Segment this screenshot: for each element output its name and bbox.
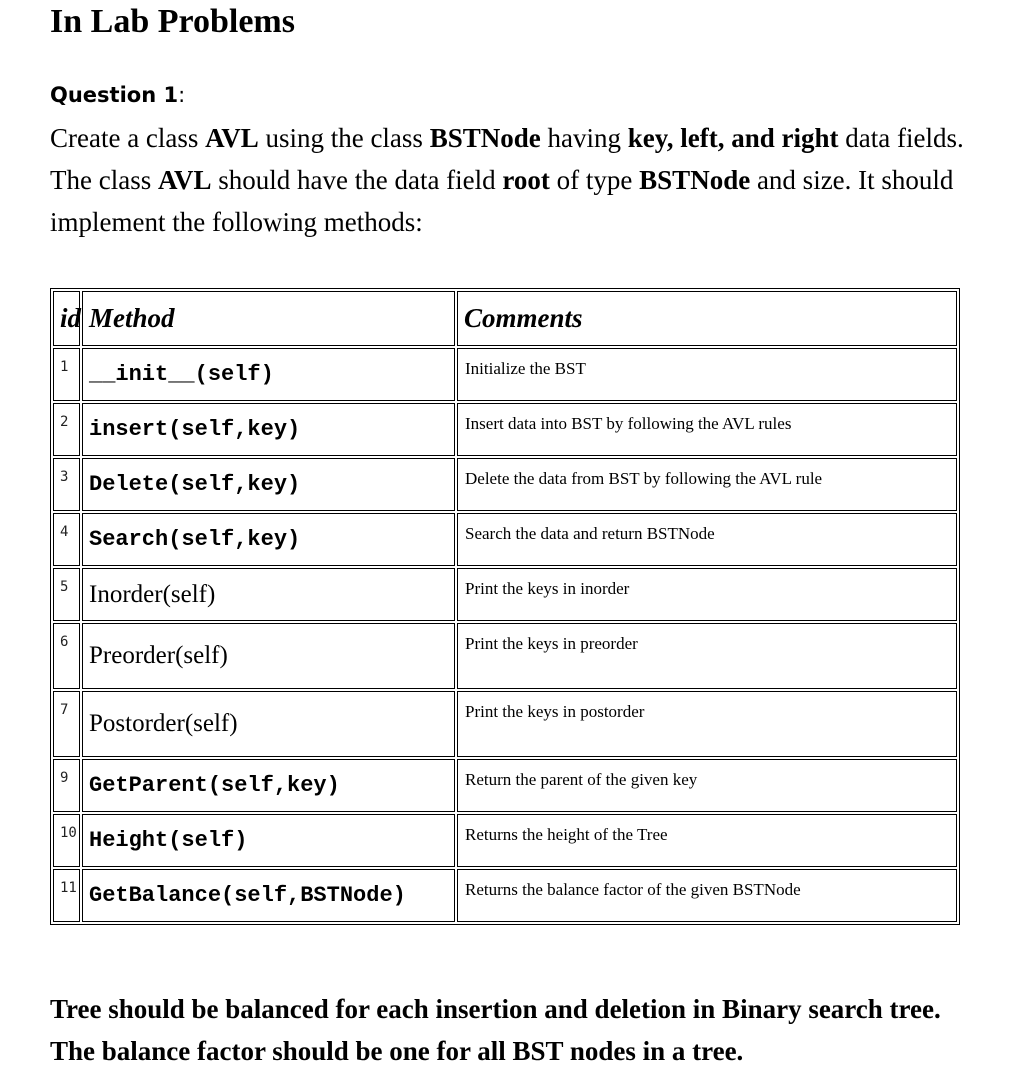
intro-bold-term: BSTNode bbox=[639, 165, 751, 195]
intro-text: of type bbox=[549, 165, 640, 195]
intro-text: using the class bbox=[258, 123, 430, 153]
intro-bold-term: root bbox=[502, 165, 550, 195]
table-row bbox=[53, 869, 957, 922]
question-description bbox=[50, 117, 990, 243]
row-comment: Returns the balance factor of the given BSTNode bbox=[457, 869, 957, 922]
closing-note: Tree should be balanced for each insertion and deletion in Binary search tree. The balance factor should be one for all BST nodes in a tree. bbox=[50, 994, 941, 1066]
table-row bbox=[53, 348, 957, 401]
header-method: Method bbox=[82, 291, 455, 346]
row-id: 11 bbox=[53, 869, 80, 922]
intro-text: and size. It should implement the following methods: bbox=[50, 165, 954, 237]
table-row bbox=[53, 458, 957, 511]
table-row bbox=[53, 568, 957, 621]
intro-bold-term: BSTNode bbox=[429, 123, 541, 153]
row-comment: Returns the height of the Tree bbox=[457, 814, 957, 867]
table-header-row bbox=[53, 291, 957, 346]
intro-bold-term: key, left, and right bbox=[627, 123, 839, 153]
row-id: 5 bbox=[53, 568, 80, 621]
row-id: 9 bbox=[53, 759, 80, 812]
intro-text: data fields. The class bbox=[50, 123, 964, 195]
row-id: 2 bbox=[53, 403, 80, 456]
row-method: Postorder(self) bbox=[82, 691, 455, 757]
table-row bbox=[53, 623, 957, 689]
intro-text: Create a class bbox=[50, 123, 206, 153]
row-comment: Initialize the BST bbox=[457, 348, 957, 401]
question-label bbox=[50, 81, 185, 109]
row-comment: Print the keys in inorder bbox=[457, 568, 957, 621]
row-method: GetBalance(self,BSTNode) bbox=[82, 869, 455, 922]
intro-bold-term: AVL bbox=[205, 123, 259, 153]
table-row bbox=[53, 759, 957, 812]
row-method: GetParent(self,key) bbox=[82, 759, 455, 812]
row-method: insert(self,key) bbox=[82, 403, 455, 456]
row-comment: Insert data into BST by following the AVL rules bbox=[457, 403, 957, 456]
intro-text: should have the data field bbox=[211, 165, 503, 195]
page-heading: In Lab Problems bbox=[50, 3, 295, 40]
table-row bbox=[53, 403, 957, 456]
row-method: Preorder(self) bbox=[82, 623, 455, 689]
table-row bbox=[53, 691, 957, 757]
question-number: Question 1 bbox=[50, 83, 179, 107]
table-row bbox=[53, 814, 957, 867]
methods-table bbox=[50, 288, 960, 925]
row-id: 3 bbox=[53, 458, 80, 511]
row-method: __init__(self) bbox=[82, 348, 455, 401]
row-method: Height(self) bbox=[82, 814, 455, 867]
header-comments: Comments bbox=[457, 291, 957, 346]
row-comment: Print the keys in preorder bbox=[457, 623, 957, 689]
row-id: 1 bbox=[53, 348, 80, 401]
row-id: 4 bbox=[53, 513, 80, 566]
row-method: Inorder(self) bbox=[82, 568, 455, 621]
row-id: 10 bbox=[53, 814, 80, 867]
intro-text: having bbox=[540, 123, 628, 153]
row-method: Search(self,key) bbox=[82, 513, 455, 566]
row-id: 7 bbox=[53, 691, 80, 757]
row-comment: Return the parent of the given key bbox=[457, 759, 957, 812]
row-method: Delete(self,key) bbox=[82, 458, 455, 511]
row-comment: Delete the data from BST by following the AVL rule bbox=[457, 458, 957, 511]
question-colon: : bbox=[178, 83, 186, 107]
table-row bbox=[53, 513, 957, 566]
header-id: id bbox=[53, 291, 80, 346]
intro-bold-term: AVL bbox=[157, 165, 212, 195]
row-comment: Print the keys in postorder bbox=[457, 691, 957, 757]
row-id: 6 bbox=[53, 623, 80, 689]
row-comment: Search the data and return BSTNode bbox=[457, 513, 957, 566]
